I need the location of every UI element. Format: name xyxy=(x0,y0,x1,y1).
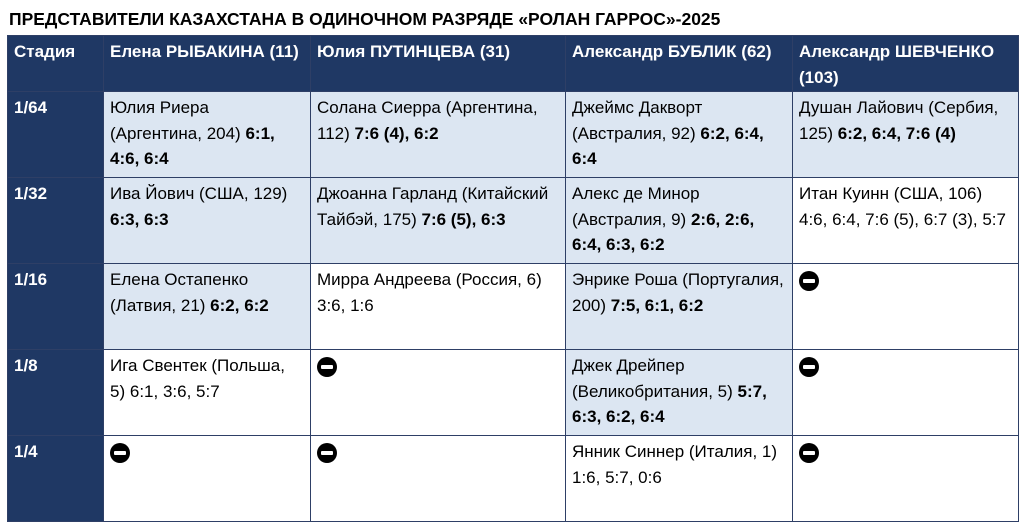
match-cell xyxy=(104,264,311,350)
opponent-text: Джоанна Гарланд (Китайский Тайбэй, 175) xyxy=(317,184,549,229)
match-cell xyxy=(104,178,311,264)
match-cell xyxy=(311,178,566,264)
table-row xyxy=(8,92,1019,178)
score-text: 2:6, 2:6, 6:4, 6:3, 6:2 xyxy=(572,209,755,254)
stage-cell: 1/16 xyxy=(8,264,104,350)
no-entry-icon xyxy=(317,443,337,463)
stage-cell: 1/8 xyxy=(8,350,104,436)
no-entry-icon xyxy=(799,443,819,463)
match-cell xyxy=(793,350,1019,436)
score-text: 6:3, 6:3 xyxy=(110,209,169,229)
score-text: 6:1, 3:6, 5:7 xyxy=(129,381,220,401)
table-row xyxy=(8,264,1019,350)
match-cell xyxy=(311,436,566,522)
match-cell xyxy=(104,350,311,436)
score-text: 4:6, 6:4, 7:6 (5), 6:7 (3), 5:7 xyxy=(799,209,1006,229)
match-cell xyxy=(793,92,1019,178)
table-row xyxy=(8,178,1019,264)
score-text: 3:6, 1:6 xyxy=(317,295,374,315)
table-header-row xyxy=(8,36,1019,92)
opponent-text: Мирра Андреева (Россия, 6) xyxy=(317,270,542,289)
column-header-player: Юлия ПУТИНЦЕВА (31) xyxy=(311,36,566,92)
match-cell xyxy=(793,264,1019,350)
column-header-player: Александр ШЕВЧЕНКО (103) xyxy=(793,36,1019,92)
score-text: 6:2, 6:2 xyxy=(210,295,269,315)
no-entry-icon xyxy=(799,357,819,377)
match-cell xyxy=(566,178,793,264)
opponent-text: Ива Йович (США, 129) xyxy=(110,184,288,203)
match-cell xyxy=(566,92,793,178)
match-cell xyxy=(311,264,566,350)
match-cell xyxy=(793,436,1019,522)
table-row xyxy=(8,436,1019,522)
no-entry-icon xyxy=(317,357,337,377)
score-text: 7:6 (4), 6:2 xyxy=(354,123,439,143)
opponent-text: Янник Синнер (Италия, 1) xyxy=(572,442,778,461)
score-text: 7:5, 6:1, 6:2 xyxy=(610,295,704,315)
score-text: 5:7, 6:3, 6:2, 6:4 xyxy=(572,381,767,426)
opponent-text: Юлия Риера (Аргентина, 204) xyxy=(110,98,241,143)
match-cell xyxy=(566,350,793,436)
match-cell xyxy=(566,264,793,350)
column-header-stage: Стадия xyxy=(8,36,104,92)
score-text: 6:1, 4:6, 6:4 xyxy=(110,123,275,168)
opponent-text: Джек Дрейпер (Великобритания, 5) xyxy=(572,356,733,401)
column-header-player: Елена РЫБАКИНА (11) xyxy=(104,36,311,92)
score-text: 1:6, 5:7, 0:6 xyxy=(572,467,662,487)
page-title: ПРЕДСТАВИТЕЛИ КАЗАХСТАНА В ОДИНОЧНОМ РАЗРЯДЕ «РОЛАН ГАРРОС»-2025 xyxy=(9,9,721,29)
opponent-text: Душан Лайович (Сербия, 125) xyxy=(799,98,999,143)
score-text: 6:2, 6:4, 6:4 xyxy=(572,123,764,168)
match-cell xyxy=(104,92,311,178)
match-cell xyxy=(311,92,566,178)
opponent-text: Джеймс Дакворт (Австралия, 92) xyxy=(572,98,703,143)
score-text: 7:6 (5), 6:3 xyxy=(421,209,506,229)
match-cell xyxy=(104,436,311,522)
results-table xyxy=(7,35,1019,522)
column-header-player: Александр БУБЛИК (62) xyxy=(566,36,793,92)
no-entry-icon xyxy=(799,271,819,291)
match-cell xyxy=(793,178,1019,264)
table-row xyxy=(8,350,1019,436)
opponent-text: Солана Сиерра (Аргентина, 112) xyxy=(317,98,538,143)
opponent-text: Итан Куинн (США, 106) xyxy=(799,184,983,203)
opponent-text: Ига Свентек (Польша, 5) xyxy=(110,356,285,401)
opponent-text: Алекс де Минор (Австралия, 9) xyxy=(572,184,700,229)
opponent-text: Энрике Роша (Португалия, 200) xyxy=(572,270,784,315)
opponent-text: Елена Остапенко (Латвия, 21) xyxy=(110,270,249,315)
stage-cell: 1/4 xyxy=(8,436,104,522)
score-text: 6:2, 6:4, 7:6 (4) xyxy=(837,123,956,143)
no-entry-icon xyxy=(110,443,130,463)
stage-cell: 1/64 xyxy=(8,92,104,178)
stage-cell: 1/32 xyxy=(8,178,104,264)
match-cell xyxy=(566,436,793,522)
match-cell xyxy=(311,350,566,436)
